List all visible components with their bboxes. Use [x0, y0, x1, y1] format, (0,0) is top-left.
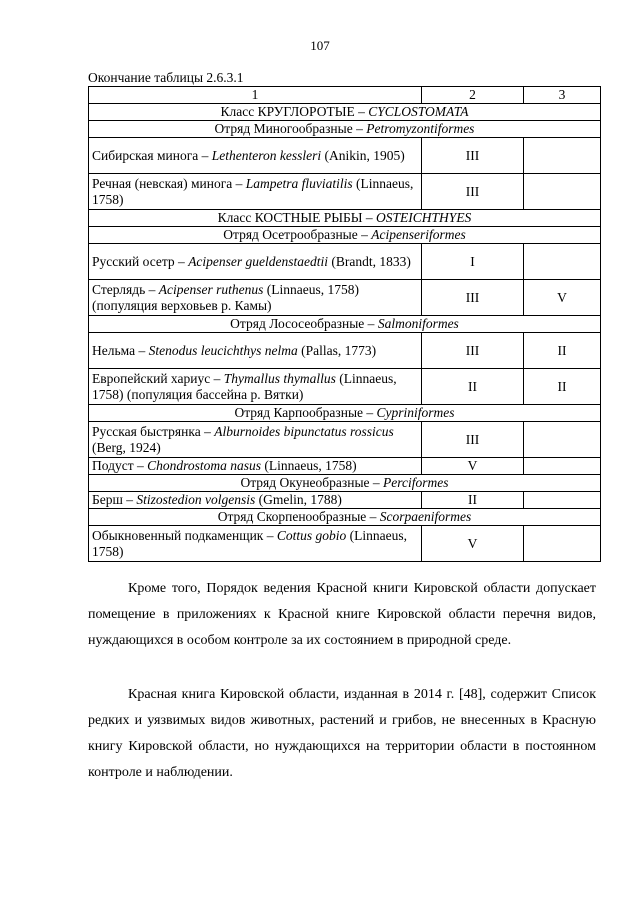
header-col-3: 3 — [524, 87, 601, 104]
section-name: Класс КОСТНЫЕ РЫБЫ – — [217, 210, 377, 225]
species-authority: (Brandt, 1833) — [328, 253, 411, 269]
species-authority: (Linnaeus, 1758) — [261, 458, 357, 473]
status-cell-col-3 — [524, 138, 601, 174]
section-title — [89, 405, 601, 422]
species-authority: (Gmelin, 1788) — [255, 492, 342, 507]
species-row — [89, 244, 601, 280]
section-title — [89, 227, 601, 244]
species-name-cell — [89, 458, 422, 475]
section-row — [89, 405, 601, 422]
species-authority: (Linnaeus, 1758) (популяция бассейна р. Вятки) — [92, 370, 397, 402]
species-name-cell — [89, 280, 422, 316]
section-name: Отряд Окунеобразные – — [240, 475, 384, 490]
species-common-name: Стерлядь – — [92, 281, 159, 297]
species-common-name: Русская быстрянка – — [92, 423, 215, 439]
species-authority: (Berg, 1924) — [92, 439, 161, 455]
species-name-cell — [89, 369, 422, 405]
species-row — [89, 422, 601, 458]
section-title — [89, 104, 601, 121]
section-latin-name: OSTEICHTHYES — [376, 210, 472, 225]
section-latin-name: Perciformes — [383, 475, 449, 490]
section-latin-name: CYCLOSTOMATA — [368, 104, 469, 119]
status-cell-col-2: II — [422, 492, 524, 509]
species-row — [89, 138, 601, 174]
species-name-cell — [89, 174, 422, 210]
status-cell-col-2: I — [422, 244, 524, 280]
species-latin-name: Stenodus leucichthys nelma — [148, 342, 298, 358]
section-latin-name: Salmoniformes — [377, 316, 459, 331]
status-cell-col-2: V — [422, 526, 524, 562]
status-cell-col-2: III — [422, 280, 524, 316]
section-name: Отряд Лососеобразные – — [230, 316, 378, 331]
section-name: Отряд Миногообразные – — [214, 121, 367, 136]
status-cell-col-3: II — [524, 369, 601, 405]
section-row — [89, 475, 601, 492]
section-name: Отряд Скорпенообразные – — [217, 509, 380, 524]
species-name-cell — [89, 244, 422, 280]
status-cell-col-2: III — [422, 333, 524, 369]
species-authority: (Linnaeus, 1758) (популяция верховьев р. Камы) — [92, 281, 359, 313]
species-row — [89, 174, 601, 210]
species-name-cell — [89, 492, 422, 509]
section-title — [89, 316, 601, 333]
species-latin-name: Cottus gobio — [276, 527, 347, 543]
species-latin-name: Alburnoides bipunctatus rossicus — [214, 423, 394, 439]
section-latin-name: Cypriniformes — [376, 405, 455, 420]
species-row — [89, 492, 601, 509]
status-cell-col-2: III — [422, 174, 524, 210]
section-row — [89, 104, 601, 121]
species-authority: (Linnaeus, 1758) — [92, 175, 414, 207]
status-cell-col-3: II — [524, 333, 601, 369]
table-caption: Окончание таблицы 2.6.3.1 — [88, 70, 244, 85]
species-table — [88, 86, 601, 562]
section-row — [89, 227, 601, 244]
species-name-cell — [89, 526, 422, 562]
status-cell-col-3: V — [524, 280, 601, 316]
status-cell-col-2: II — [422, 369, 524, 405]
species-latin-name: Acipenser gueldenstaedtii — [188, 253, 329, 269]
status-cell-col-2: V — [422, 458, 524, 475]
species-authority: (Linnaeus, 1758) — [92, 527, 407, 559]
status-cell-col-2: III — [422, 422, 524, 458]
header-col-1: 1 — [89, 87, 422, 104]
species-common-name: Сибирская минога – — [92, 147, 212, 163]
section-name: Отряд Осетрообразные – — [223, 227, 372, 242]
species-common-name: Обыкновенный подкаменщик – — [92, 527, 277, 543]
status-cell-col-3 — [524, 244, 601, 280]
species-authority: (Anikin, 1905) — [321, 147, 405, 163]
species-latin-name: Lampetra fluviatilis — [245, 175, 353, 191]
section-title — [89, 121, 601, 138]
species-authority: (Pallas, 1773) — [297, 342, 377, 358]
section-row — [89, 210, 601, 227]
species-common-name: Европейский хариус – — [92, 370, 224, 386]
species-latin-name: Acipenser ruthenus — [158, 281, 264, 297]
status-cell-col-3 — [524, 492, 601, 509]
section-title — [89, 210, 601, 227]
section-title — [89, 509, 601, 526]
species-latin-name: Chondrostoma nasus — [147, 458, 262, 473]
species-row — [89, 333, 601, 369]
page-number: 107 — [310, 38, 330, 53]
species-row — [89, 280, 601, 316]
species-row — [89, 369, 601, 405]
species-table-body — [89, 87, 601, 562]
species-common-name: Подуст – — [92, 458, 148, 473]
section-name: Отряд Карпообразные – — [234, 405, 377, 420]
status-cell-col-3 — [524, 458, 601, 475]
status-cell-col-2: III — [422, 138, 524, 174]
table-header-row — [89, 87, 601, 104]
species-latin-name: Stizostedion volgensis — [136, 492, 256, 507]
section-latin-name: Petromyzontiformes — [366, 121, 475, 136]
paragraph-1: Кроме того, Порядок ведения Красной книги Кировской области допускает помещение в приложениях к Красной книге Кировской области перечня видов, нуждающихся в особом контроле за их состоянием в природной среде. — [88, 581, 596, 648]
species-common-name: Берш – — [92, 492, 137, 507]
section-latin-name: Scorpaeniformes — [379, 509, 472, 524]
species-latin-name: Lethenteron kessleri — [211, 147, 322, 163]
section-latin-name: Acipenseriformes — [371, 227, 466, 242]
paragraph-2: Красная книга Кировской области, изданная в 2014 г. [48], содержит Список редких и уязвимых видов животных, растений и грибов, не внесенных в Красную книгу Кировской области, но нуждающихся на территории области в постоянном контроле и наблюдении. — [88, 687, 596, 780]
section-row — [89, 121, 601, 138]
section-name: Класс КРУГЛОРОТЫЕ – — [220, 104, 369, 119]
status-cell-col-3 — [524, 526, 601, 562]
status-cell-col-3 — [524, 422, 601, 458]
species-latin-name: Thymallus thymallus — [223, 370, 336, 386]
status-cell-col-3 — [524, 174, 601, 210]
section-row — [89, 316, 601, 333]
species-common-name: Речная (невская) минога – — [92, 175, 246, 191]
section-row — [89, 509, 601, 526]
species-name-cell — [89, 422, 422, 458]
species-row — [89, 458, 601, 475]
species-common-name: Нельма – — [92, 342, 149, 358]
species-row — [89, 526, 601, 562]
header-col-2: 2 — [422, 87, 524, 104]
species-name-cell — [89, 138, 422, 174]
species-common-name: Русский осетр – — [92, 253, 189, 269]
section-title — [89, 475, 601, 492]
species-name-cell — [89, 333, 422, 369]
